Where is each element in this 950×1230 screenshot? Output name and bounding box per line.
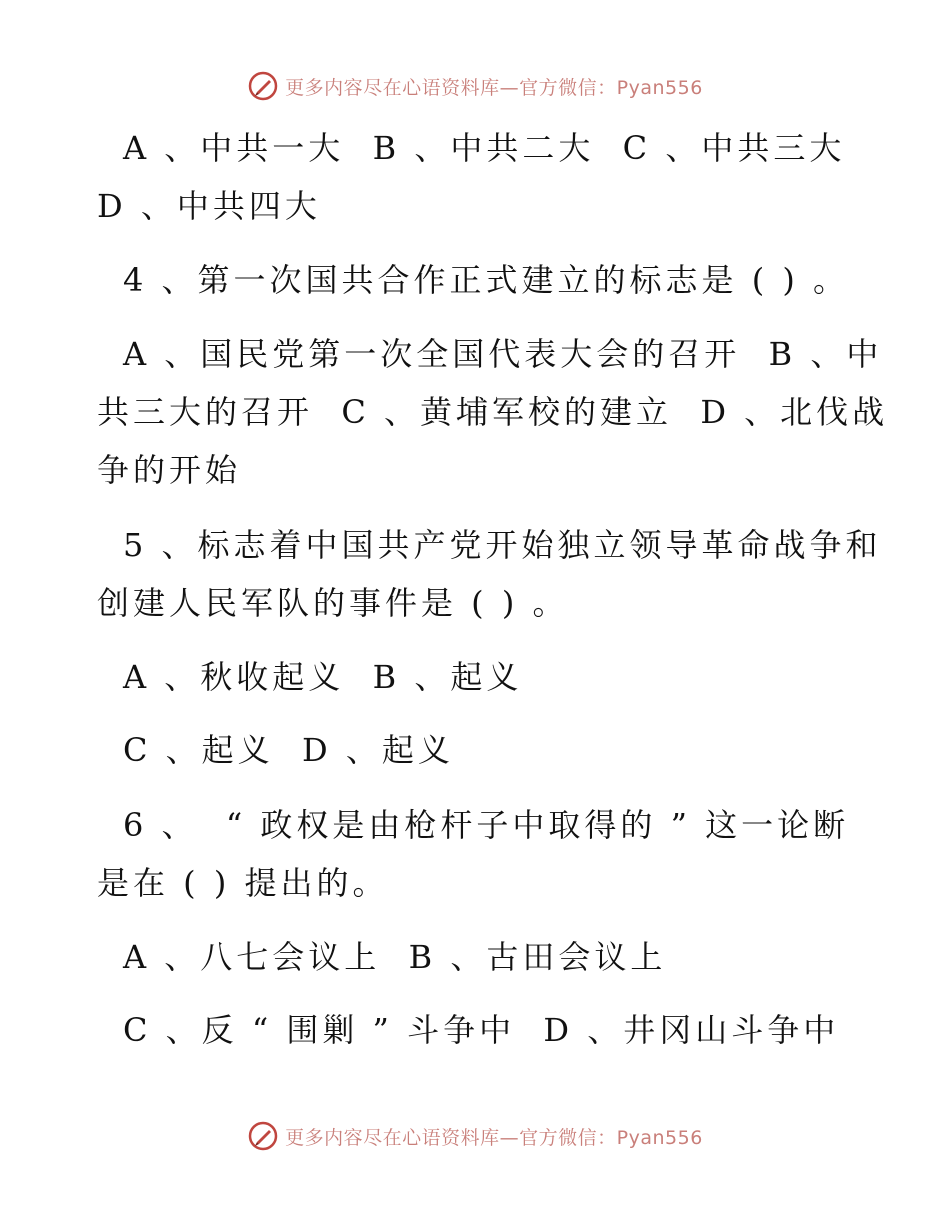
option-line: 争的开始 bbox=[97, 451, 242, 489]
question-line: 6 、 “ 政权是由枪杆子中取得的 ” 这一论断 bbox=[123, 806, 850, 844]
option-line: C 、反 “ 围剿 ” 斗争中 D 、井冈山斗争中 bbox=[123, 1011, 840, 1049]
question-line: 4 、第一次国共合作正式建立的标志是 ( ) 。 bbox=[123, 261, 850, 299]
option-line: A 、八七会议上 B 、古田会议上 bbox=[123, 938, 667, 976]
question-line: 5 、标志着中国共产党开始独立领导革命战争和 bbox=[123, 526, 882, 564]
option-line: A 、国民党第一次全国代表大会的召开 B 、中 bbox=[123, 335, 883, 373]
watermark-header bbox=[0, 70, 950, 102]
option-line: C 、起义 D 、起义 bbox=[123, 731, 454, 769]
option-line: A 、中共一大 B 、中共二大 C 、中共三大 bbox=[123, 129, 846, 167]
question-line: 创建人民军队的事件是 ( ) 。 bbox=[97, 584, 569, 622]
option-line: 共三大的召开 C 、黄埔军校的建立 D 、北伐战 bbox=[97, 393, 889, 431]
option-line: D 、中共四大 bbox=[97, 187, 321, 225]
pen-logo-icon bbox=[247, 70, 279, 102]
question-line: 是在 ( ) 提出的。 bbox=[97, 864, 389, 902]
option-line: A 、秋收起义 B 、起义 bbox=[123, 658, 523, 696]
watermark-text: 更多内容尽在心语资料库—官方微信：Pyan556 bbox=[285, 1126, 703, 1149]
pen-logo-icon bbox=[247, 1120, 279, 1152]
watermark-footer bbox=[0, 1120, 950, 1152]
watermark-text: 更多内容尽在心语资料库—官方微信：Pyan556 bbox=[285, 76, 703, 99]
